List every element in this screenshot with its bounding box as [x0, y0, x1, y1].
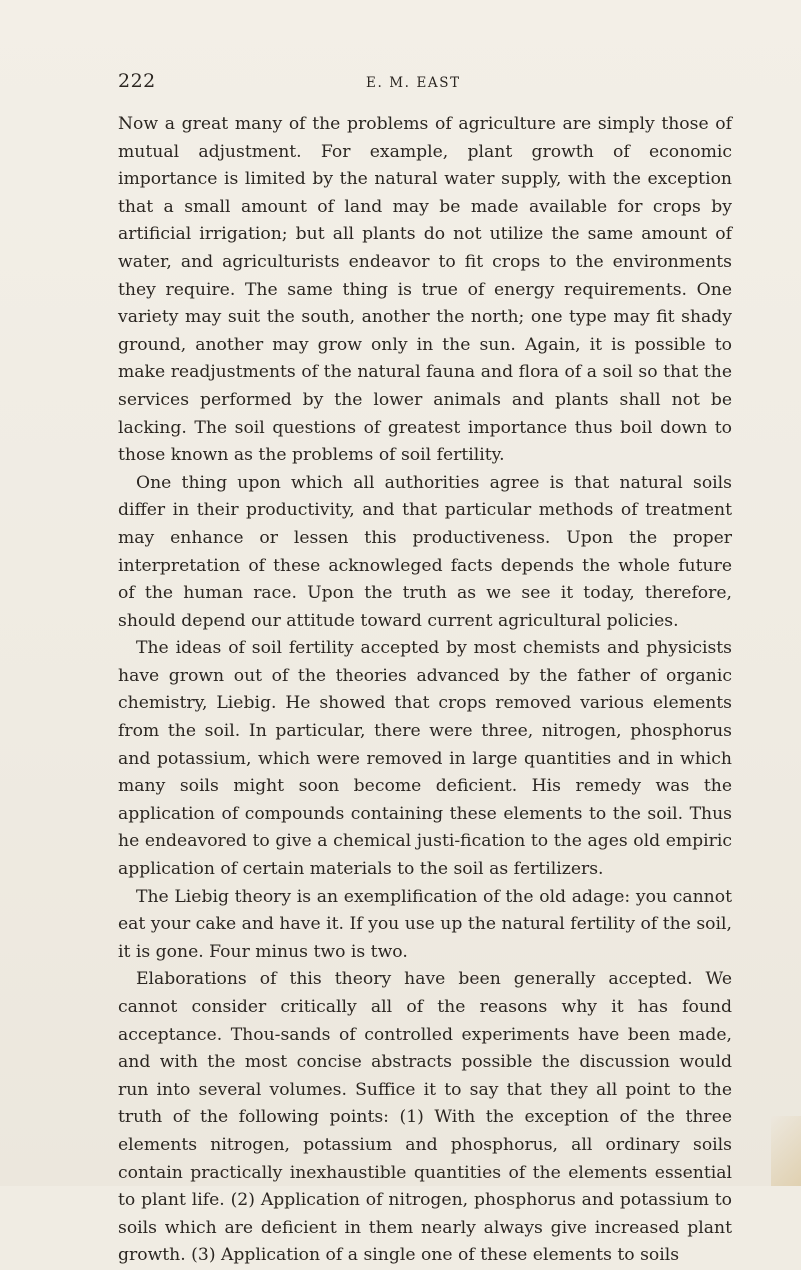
paragraph: One thing upon which all authorities agree is that natural soils differ in their productivity, and that particular methods of treatment may enhance or lessen this productiveness. Upon the proper interpretation of these acknowleged facts depends the whole future of the human race. Upon the truth as we see it today, therefore, should depend our attitude toward current agricultural policies. [118, 472, 732, 631]
paragraph: The ideas of soil fertility accepted by most chemists and physicists have grown out of the theories advanced by the father of organic chemistry, Liebig. He showed that crops removed various elements from the soil. In particular, there were three, nitrogen, phosphorus and potassium, which were removed in large quantities and in which many soils might soon become deficient. His remedy was the application of compounds containing these elements to the soil. Thus he endeavored to give a chemical justi-fication to the ages old empiric application of certain materials to the soil as fertilizers. [118, 638, 732, 880]
paragraph: Elaborations of this theory have been generally accepted. We cannot consider critically all of the reasons why it has found acceptance. Thou-sands of controlled experiments have been made, and with the most concise abstracts possible the discussion would run into several volumes. Suffice it to say that they all point to the truth of the following points: (1) With the exception of the three elements nitrogen, potassium and phosphorus, all ordinary soils contain practically inexhaustible quantities of the elements essential to plant life. (2) Application of nitrogen, phosphorus and potassium to soils which are deficient in them nearly always give increased plant growth. (3) Application of a single one of these elements to soils [118, 969, 732, 1266]
page-number: 222 [118, 70, 156, 92]
body-text [118, 111, 732, 1270]
paragraph: Now a great many of the problems of agriculture are simply those of mutual adjustment. For example, plant growth of economic importance is limited by the natural water supply, with the exception that a small amount of land may be made available for crops by artificial irrigation; but all plants do not utilize the same amount of water, and agriculturists endeavor to fit crops to the environments they require. The same thing is true of energy requirements. One variety may suit the south, another the north; one type may fit shady ground, another may grow only in the sun. Again, it is possible to make readjustments of the natural fauna and flora of a soil so that the services performed by the lower animals and plants shall not be lacking. The soil questions of greatest importance thus boil down to those known as the problems of soil fertility. [118, 114, 732, 466]
running-head: E. M. EAST [366, 75, 461, 91]
page-header [118, 70, 718, 96]
paper-stain [771, 1116, 801, 1186]
paragraph: The Liebig theory is an exemplification of the old adage: you cannot eat your cake and have it. If you use up the natural fertility of the soil, it is gone. Four minus two is two. [118, 886, 732, 962]
